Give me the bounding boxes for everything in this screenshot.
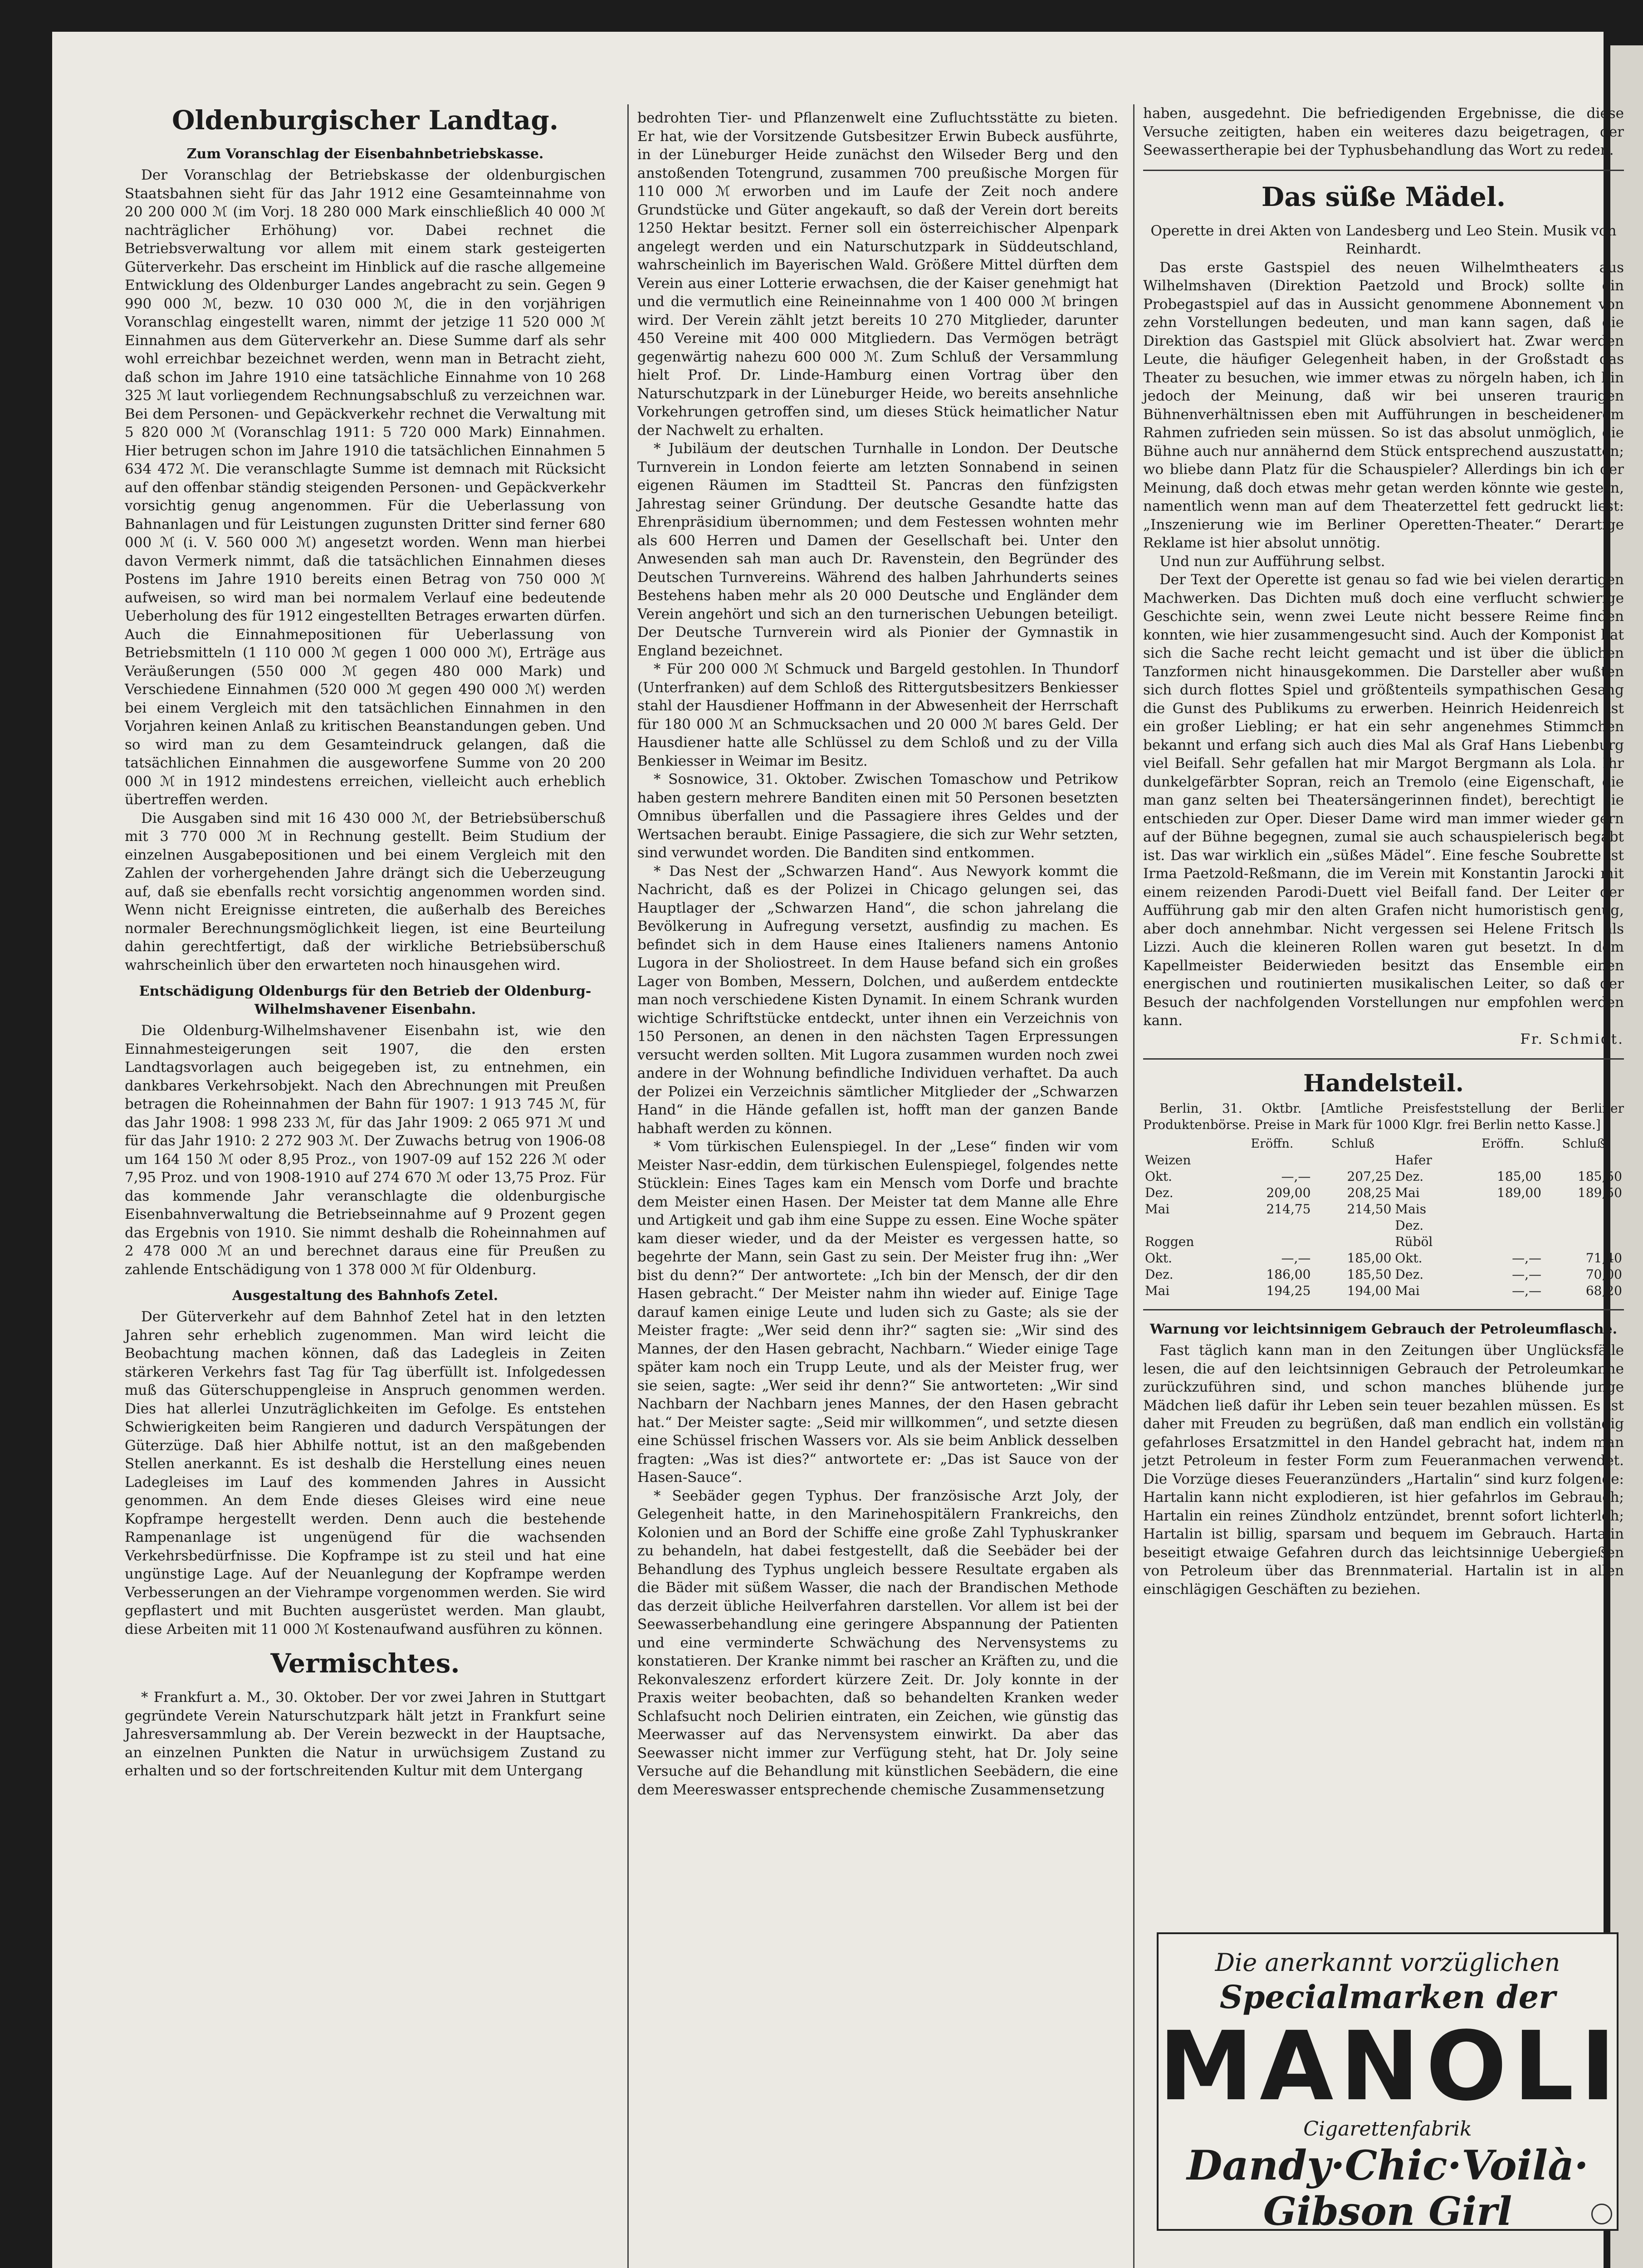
table-row: Dez.	[1395, 1218, 1424, 1233]
article-paragraph: * Frankfurt a. M., 30. Oktober. Der vor zwei Jahren in Stuttgart gegründete Verein Naturschutzpark hält jetzt in Frankfurt seine Jahresversammlung ab. Der Verein bezweckt in der Hauptsache, an einzelnen Punkten die Natur in urwüchsigem Zustand zu erhalten und so der fortschreitenden Kultur mit dem Untergang	[125, 1689, 606, 1779]
author-signature: Fr. Schmidt.	[1520, 1031, 1624, 1047]
news-item: * Für 200 000 ℳ Schmuck und Bargeld gestohlen. In Thundorf (Unterfranken) auf dem Schloß des Rittergutsbesitzers Benkiesser stahl der Hausdiener Hoffmann in der Abwesenheit der Herrschaft für 180 000 ℳ an Schmucksachen und 20 000 ℳ bares Geld. Der Hausdiener hatte alle Schlüssel zu dem Schloß und zu der Villa Benkiesser in Weimar im Besitz.	[637, 661, 1118, 769]
article-paragraph: bedrohten Tier- und Pflanzenwelt eine Zufluchtsstätte zu bieten. Er hat, wie der Vorsitzende Gutsbesitzer Erwin Bubeck ausführte, in der Lüneburger Heide zunächst den Wilseder Berg und den anstoßenden Totengrund, zusammen 700 preußische Morgen für 110 000 ℳ erworben und im Laufe der Zeit noch andere Grundstücke und Güter angekauft, so daß der Verein dort bereits 1250 Hektar besitzt. Ferner soll ein österreichischer Alpenpark angelegt werden und ein Naturschutzpark in Süddeutschland, wahrscheinlich im Bayerischen Wald. Größere Mittel dürften dem Verein aus einer Lotterie erwachsen, die der Kaiser genehmigt hat und die vermutlich eine Reineinnahme von 1 400 000 ℳ bringen wird. Der Verein zählt jetzt bereits 10 270 Mitglieder, darunter 450 Vereine mit 400 000 Mitgliedern. Das Vermögen beträgt gegenwärtig nahezu 600 000 ℳ. Zum Schluß der Versammlung hielt Prof. Dr. Linde-Hamburg einen Vortrag über den Naturschutzpark in der Lüneburger Heide, wo bereits ansehnliche Vorkehrungen getroffen sind, um dieses Stück heimatlicher Natur der Nachwelt zu erhalten.	[637, 110, 1118, 439]
subhead-entschaedigung: Entschädigung Oldenburgs für den Betrieb der Oldenburg-Wilhelmshavener Eisenbahn.	[139, 983, 592, 1017]
headline-handelsteil: Handelsteil.	[1303, 1070, 1464, 1097]
grain-price-table	[1143, 1136, 1624, 1299]
news-item: * Seebäder gegen Typhus. Der französische Arzt Joly, der Gelegenheit hatte, in den Marinehospitälern Frankreichs, den Kolonien und an Bord der Schiffe eine große Zahl Typhuskranker zu behandeln, hat dabei festgestellt, daß die Seebäder bei der Behandlung des Typhus ungleich bessere Resultate ergaben als die Bäder mit süßem Wasser, die nach der Brandischen Methode das derzeit übliche Heilverfahren darstellen. Vor allem ist bei der Seewasserbehandlung eine geringere Abspannung der Patienten und eine verminderte Schwächung des Nervensystems zu konstatieren. Der Kranke nimmt bei rascher an Kräften zu, und die Rekonvaleszenz erfordert kürzere Zeit. Dr. Joly konnte in der Praxis weiter beobachten, daß so behandelten Kranken weder Schlafsucht noch Delirien eintraten, ein Zeichen, wie günstig das Meerwasser auf das Nervensystem einwirkt. Da aber das Seewasser nicht immer zur Verfügung steht, hat Dr. Joly seine Versuche auf die Behandlung mit künstlichen Seebädern, die eine dem Meereswasser entsprechende chemische Zusammensetzung	[637, 1487, 1118, 1798]
table-row: Mai 214,75 214,50 Mais	[1145, 1202, 1427, 1217]
ad-line: Gibson Girl	[1263, 2189, 1512, 2234]
table-row: Weizen Hafer	[1145, 1153, 1432, 1168]
market-intro: Berlin, 31. Oktbr. [Amtliche Preisfeststellung der Berliner Produktenbörse. Preise in Mark für 1000 Klgr. frei Berlin netto Kasse.]	[1143, 1101, 1624, 1132]
news-item: * Jubiläum der deutschen Turnhalle in London. Der Deutsche Turnverein in London feierte am letzten Sonnabend in seinen eigenen Räumen im Stadtteil St. Pancras den fünfzigsten Jahrestag seiner Gründung. Der deutsche Gesandte hatte das Ehrenpräsidium übernommen; und dem Festessen wohnten mehr als 600 Herren und Damen der Gesellschaft bei. Unter den Anwesenden sah man auch Dr. Ravenstein, den Begründer des Deutschen Turnvereins. Während des halben Jahrhunderts seines Bestehens haben mehr als 20 000 Deutsche und Engländer dem Verein angehört und sich an den turnerischen Uebungen beteiligt. Der Deutsche Turnverein wird als Pionier der Gymnastik in England bezeichnet.	[637, 440, 1118, 659]
ad-line: Die anerkannt vorzüglichen	[1215, 1948, 1560, 1977]
ad-line: Specialmarken der	[1219, 1978, 1556, 2016]
article-paragraph: haben, ausgedehnt. Die befriedigenden Ergebnisse, die diese Versuche zeitigten, haben ein weiteres dazu beigetragen, der Seewassertherapie bei der Typhusbehandlung das Wort zu reden.	[1143, 105, 1624, 158]
table-row: Okt. —,— 207,25 Dez. 185,00 185,50	[1145, 1169, 1622, 1184]
ad-line: Cigarettenfabrik	[1303, 2117, 1472, 2141]
article-paragraph: Der Güterverkehr auf dem Bahnhof Zetel hat in den letzten Jahren sehr erheblich zugenommen. Man wird leicht die Beobachtung machen können, daß das Ladegleis in Zeiten stärkeren Verkehrs fast Tag für Tag überfüllt ist. Infolgedessen muß das Güterschuppengleise in Anspruch genommen werden. Dies hat allerlei Unzuträglichkeiten im Gefolge. Es entstehen Schwierigkeiten beim Rangieren und dadurch Verspätungen der Güterzüge. Daß hier Abhilfe nottut, ist an den maßgebenden Stellen anerkannt. Es ist deshalb die Herstellung eines neuen Ladegleises im Lauf des kommenden Jahres in Aussicht genommen. An dem Ende dieses Gleises wird eine neue Kopframpe hergestellt werden. Denn auch die bestehende Rampenanlage ist ungenügend für die wachsenden Verkehrsbedürfnisse. Die Kopframpe ist zu steil und hat eine ungünstige Lage. Auf der Neuanlegung der Kopframpe werden Verbesserungen an der Viehrampe vorgenommen werden. Sie wird gepflastert und mit Buchten ausgerüstet werden. Man glaubt, diese Arbeiten mit 11 000 ℳ Kostenaufwand ausführen zu können.	[125, 1309, 606, 1637]
column-1	[125, 104, 606, 1780]
table-row: Dez. 209,00 208,25 Mai 189,00 189,50	[1145, 1185, 1622, 1200]
section-divider	[1143, 1309, 1624, 1310]
news-item: * Vom türkischen Eulenspiegel. In der „Lese“ finden wir vom Meister Nasr-eddin, dem türkischen Eulenspiegel, folgendes nette Stücklein: Eines Tages kam ein Mensch vom Dorfe und brachte dem Meister einen Hasen. Der Meister tat dem Manne alle Ehre und Artigkeit und gab ihm eine Suppe zu essen. Eine Woche später kam dieser wieder, und da der Meister es vergessen hatte, so begehrte der Mann, sein Gast zu sein. Der Meister frug ihn: „Wer bist du denn?“ Der antwortete: „Ich bin der Mensch, der dir den Hasen gebracht.“ Der Meister nahm ihn wieder auf. Einige Tage darauf kamen einige Leute und luden sich zu Gaste; als sie der Meister fragte: „Wer seid denn ihr?“ sagten sie: „Wir sind des Mannes, der den Hasen gebracht, Nachbarn.“ Wieder einige Tage später kam noch ein Trupp Leute, und als der Meister frug, wer sie seien, sagte: „Wer seid ihr denn?“ Sie antworteten: „Wir sind Nachbarn der Nachbarn jenes Mannes, der den Hasen gebracht hat.“ Der Meister sagte: „Seid mir willkommen“, und setzte diesen eine Schüssel frischen Wassers vor. Als sie beim Anblick desselben fragten: „Was ist dies?“ antwortete er: „Das ist Sauce von der Hasen-Sauce“.	[637, 1139, 1118, 1486]
section-divider	[1143, 1058, 1624, 1060]
table-row: Roggen Rüböl	[1145, 1234, 1433, 1249]
article-paragraph: Die Ausgaben sind mit 16 430 000 ℳ, der Betriebsüberschuß mit 3 770 000 ℳ in Rechnung gestellt. Beim Studium der einzelnen Ausgabepositionen und bei einem Vergleich mit den Zahlen der vorhergehenden Jahre drängt sich die Ueberzeugung auf, daß sie ebenfalls recht vorsichtig angenommen worden sind. Wenn nicht Ereignisse eintreten, die außerhalb des Bereiches normaler Berechnungsmöglichkeit liegen, ist eine Beurteilung dahin gerechtfertigt, daß der wirkliche Betriebsüberschuß wahrscheinlich über den erwarteten noch hinausgehen wird.	[125, 810, 606, 973]
subhead-voranschlag: Zum Voranschlag der Eisenbahnbetriebskasse.	[186, 146, 544, 162]
headline-landtag: Oldenburgischer Landtag.	[171, 105, 559, 136]
ad-seal-icon	[1591, 2204, 1612, 2224]
column-rule	[627, 104, 629, 2268]
review-paragraph: Und nun zur Aufführung selbst.	[1159, 553, 1385, 570]
section-divider	[1143, 170, 1624, 171]
news-item: * Sosnowice, 31. Oktober. Zwischen Tomaschow und Petrikow haben gestern mehrere Banditen einen mit 50 Personen besetzten Omnibus überfallen und die Passagiere ihres Geldes und der Wertsachen beraubt. Einige Passagiere, die sich zur Wehr setzten, sind verwundet worden. Die Banditen sind entkommen.	[637, 771, 1118, 861]
table-row: Okt. —,— 185,00 Okt. —,— 71,40	[1145, 1251, 1622, 1266]
news-item: * Das Nest der „Schwarzen Hand“. Aus Newyork kommt die Nachricht, daß es der Polizei in Chicago gelungen sei, das Hauptlager der „Schwarzen Hand“, die schon jahrelang die Bevölkerung in Aufregung versetzt, ausfindig zu machen. Es befindet sich in dem Hause eines Italieners namens Antonio Lugora in der Sholiostreet. In dem Hause befand sich ein großes Lager von Bomben, Messern, Dolchen, und außerdem entdeckte man noch verschiedene Kisten Dynamit. In einem Schrank wurden wichtige Schriftstücke entdeckt, unter ihnen ein Verzeichnis von 150 Personen, an denen in den nächsten Tagen Erpressungen versucht werden sollten. Mit Lugora zusammen wurden noch zwei andere in der Wohnung befindliche Individuen verhaftet. Da auch der Polizei ein Verzeichnis sämtlicher Mitglieder der „Schwarzen Hand“ in die Hände gefallen ist, hofft man der ganzen Bande habhaft werden zu können.	[637, 863, 1118, 1137]
notice-title: Warnung vor leichtsinnigem Gebrauch der Petroleumflasche.	[1149, 1321, 1618, 1337]
review-subtitle: Operette in drei Akten von Landesberg und Leo Stein. Musik von Reinhardt.	[1150, 222, 1617, 257]
table-row: Dez. 186,00 185,50 Dez. —,— 70,00	[1145, 1267, 1622, 1282]
headline-vermischtes: Vermischtes.	[270, 1648, 460, 1679]
review-paragraph: Das erste Gastspiel des neuen Wilhelmtheaters aus Wilhelmshaven (Direktion Paetzold und Brock) sollte ein Probegastspiel auf das in Aussicht genommene Abonnement von zehn Vorstellungen bedeuten, und man kann sagen, daß die Direktion das Gastspiel mit Glück absolviert hat. Zwar werden Leute, die häufiger Gelegenheit haben, in der Großstadt das Theater zu besuchen, wie immer etwas zu nörgeln haben, ich bin jedoch der Meinung, daß wir bei unseren traurigen Bühnenverhältnissen eben mit Aufführungen in bescheidenerem Rahmen zufrieden sein müssen. So ist das absolut unmöglich, die Bühne auch nur annähernd dem Stück entsprechend auszustatten; wo bliebe dann Platz für die Schauspieler? Allerdings bin ich der Meinung, daß doch etwas mehr getan werden könnte wie gestern, namentlich wenn man auf dem Theaterzettel fett gedruckt liest: „Inszenierung wie im Berliner Operetten-Theater.“ Derartige Reklame ist hier absolut unnötig.	[1143, 259, 1624, 551]
column-rule	[1133, 104, 1134, 2268]
article-paragraph: Die Oldenburg-Wilhelmshavener Eisenbahn ist, wie den Einnahmesteigerungen seit 1907, die den ersten Landtagsvorlagen auch beigegeben ist, zu entnehmen, ein dankbares Verkehrsobjekt. Nach den Abrechnungen mit Preußen betragen die Roheinnahmen der Bahn für 1907: 1 913 745 ℳ, für das Jahr 1908: 1 998 233 ℳ, für das Jahr 1909: 2 065 971 ℳ und für das Jahr 1910: 2 272 903 ℳ. Der Zuwachs betrug von 1906-08 um 164 150 ℳ oder 8,95 Proz., von 1907-09 auf 152 226 ℳ oder 7,95 Proz. und von 1908-1910 auf 274 670 ℳ oder 13,75 Proz. Für das kommende Jahr veranschlagte die oldenburgische Eisenbahnverwaltung die Betriebseinnahme auf 9 Prozent gegen das Ergebnis von 1910. Sie nimmt deshalb die Roheinnahmen auf 2 478 000 ℳ an und berechnet daraus eine für Preußen zu zahlende Entschädigung von 1 378 000 ℳ für Oldenburg.	[125, 1022, 606, 1278]
table-header-row: Eröffn. Schluß Eröffn. Schluß	[1251, 1137, 1605, 1151]
headline-suesse-maedel: Das süße Mädel.	[1261, 181, 1506, 212]
subhead-zetel: Ausgestaltung des Bahnhofs Zetel.	[232, 1288, 499, 1304]
review-paragraph: Der Text der Operette ist genau so fad wie bei vielen derartigen Machwerken. Das Dichten muß doch eine verflucht schwierige Geschichte sein, wenn zwei Leute nicht bessere Reime finden konnten, wie hier zusammengesucht sind. Auch der Komponist hat sich die Sache recht leicht gemacht und ist über die üblichen Tanzformen nicht hinausgekommen. Die Darsteller aber wußten sich durch flottes Spiel und größtenteils sympathischen Gesang die Gunst des Publikums zu erwerben. Heinrich Heidenreich ist ein großer Liebling; er hat ein sehr angenehmes Stimmchen bekannt und erfang sich auch dies Mal als Graf Hans Liebenburg viel Beifall. Sehr gefallen hat mir Margot Bergmann als Lola. Ihr dunkelgefärbter Sopran, reich an Tremolo (eine Eigenschaft, die man ganz selten bei Theatersängerinnen findet), berechtigt sie entschieden zur Oper. Dieser Dame wird man immer wieder gern auf der Bühne begegnen, zumal sie auch schauspielerisch begabt ist. Das war wirklich ein „süßes Mädel“. Eine fesche Soubrette ist Irma Paetzold-Reßmann, die im Verein mit Konstantin Jarocki mit einem reizenden Parodi-Duett viel Beifall fand. Der Leiter der Aufführung gab mir den alten Grafen nicht humoristisch genug, aber doch annehmbar. Nicht vergessen sei Helene Fritsch als Lizzi. Auch die kleineren Rollen waren gut besetzt. In dem Kapellmeister Beiderwieden besitzt das Ensemble einen energischen und routinierten musikalischen Leiter, so daß der Besuch der nachfolgenden Vorstellungen nur empfohlen werden kann.	[1143, 572, 1624, 1029]
manoli-advertisement	[1157, 1932, 1622, 2234]
column-2	[637, 109, 1118, 1799]
notice-paragraph: Fast täglich kann man in den Zeitungen über Unglücksfälle lesen, die auf den leichtsinnigen Gebrauch der Petroleumkanne zurückzuführen sind, und schon manches blühende junge Mädchen ließ dafür ihr Leben sein teuer bezahlen müssen. Es ist daher mit Freuden zu begrüßen, daß man endlich ein vollständig gefahrloses Ersatzmittel in den Handel gebracht hat, indem man jetzt Petroleum in fester Form zum Feueranmachen verwendet. Die Vorzüge dieses Feueranzünders „Hartalin“ sind kurz folgende: Hartalin kann nicht explodieren, ist hier gefahrlos im Gebrauch; Hartalin ein reines Zündholz entzündet, brennt sofort lichterloh; Hartalin ist billig, sparsam und bequem im Gebrauch. Hartalin beseitigt etwaige Gefahren durch das leichtsinnige Uebergießen von Petroleum über das Brennmaterial. Hartalin ist in allen einschlägigen Geschäften zu beziehen.	[1143, 1342, 1624, 1598]
ad-line: Dandy·Chic·Voilà·	[1187, 2141, 1589, 2190]
table-row: Mai 194,25 194,00 Mai —,— 68,20	[1145, 1283, 1622, 1298]
article-paragraph: Der Voranschlag der Betriebskasse der oldenburgischen Staatsbahnen sieht für das Jahr 1912 eine Gesamteinnahme von 20 200 000 ℳ (im Vorj. 18 280 000 Mark einschließlich 40 000 ℳ nachträglicher Erhöhung) vor. Dabei rechnet die Betriebsverwaltung vor allem mit einem stark gesteigerten Güterverkehr. Das erscheint im Hinblick auf die rasche allgemeine Entwicklung des Oldenburger Landes angebracht zu sein. Gegen 9 990 000 ℳ, bezw. 10 030 000 ℳ, die in den vorjährigen Voranschlag eingestellt waren, nimmt der jetzige 11 520 000 ℳ Einnahmen aus dem Güterverkehr an. Diese Summe darf als sehr wohl erreichbar bezeichnet werden, wenn man in Betracht zieht, daß schon im Jahre 1910 eine tatsächliche Einnahme von 10 268 325 ℳ laut vorliegendem Rechnungsabschluß zu verzeichnen war. Bei dem Personen- und Gepäckverkehr rechnet die Verwaltung mit 5 820 000 ℳ (Voranschlag 1911: 5 720 000 Mark) Einnahmen. Hier betrugen schon im Jahre 1910 die tatsächlichen Einnahmen 5 634 472 ℳ. Die veranschlagte Summe ist demnach mit Rücksicht auf den offenbar ständig steigenden Personen- und Gepäckverkehr vorsichtig genug angenommen. Für die Ueberlassung von Bahnanlagen und für Leistungen zugunsten Dritter sind ferner 680 000 ℳ (i. V. 560 000 ℳ) angesetzt worden. Wenn man hierbei davon Vermerk nimmt, daß die tatsächlichen Einnahmen dieses Postens im Jahre 1910 bereits einen Betrag von 750 000 ℳ aufweisen, so wird man bei normalem Verlauf eine bedeutende Ueberholung des für 1912 eingestellten Betrages erwarten dürfen. Auch die Einnahmepositionen für Ueberlassung von Betriebsmitteln (1 110 000 ℳ gegen 1 000 000 ℳ), Erträge aus Veräußerungen (550 000 ℳ gegen 480 000 Mark) und Verschiedene Einnahmen (520 000 ℳ gegen 490 000 ℳ) werden bei einem Vergleich mit den tatsächlichen Einnahmen in den Vorjahren keinen Anlaß zu kritischen Beanstandungen geben. Und so wird man zu dem Gesamteindruck gelangen, daß die tatsächlichen Einnahmen die ausgeworfene Summe von 20 200 000 ℳ in 1912 mindestens erreichen, vielleicht auch erheblich übertreffen werden.	[125, 167, 606, 808]
column-3	[1143, 104, 1624, 1598]
ad-brand: MANOLI	[1159, 2011, 1622, 2122]
